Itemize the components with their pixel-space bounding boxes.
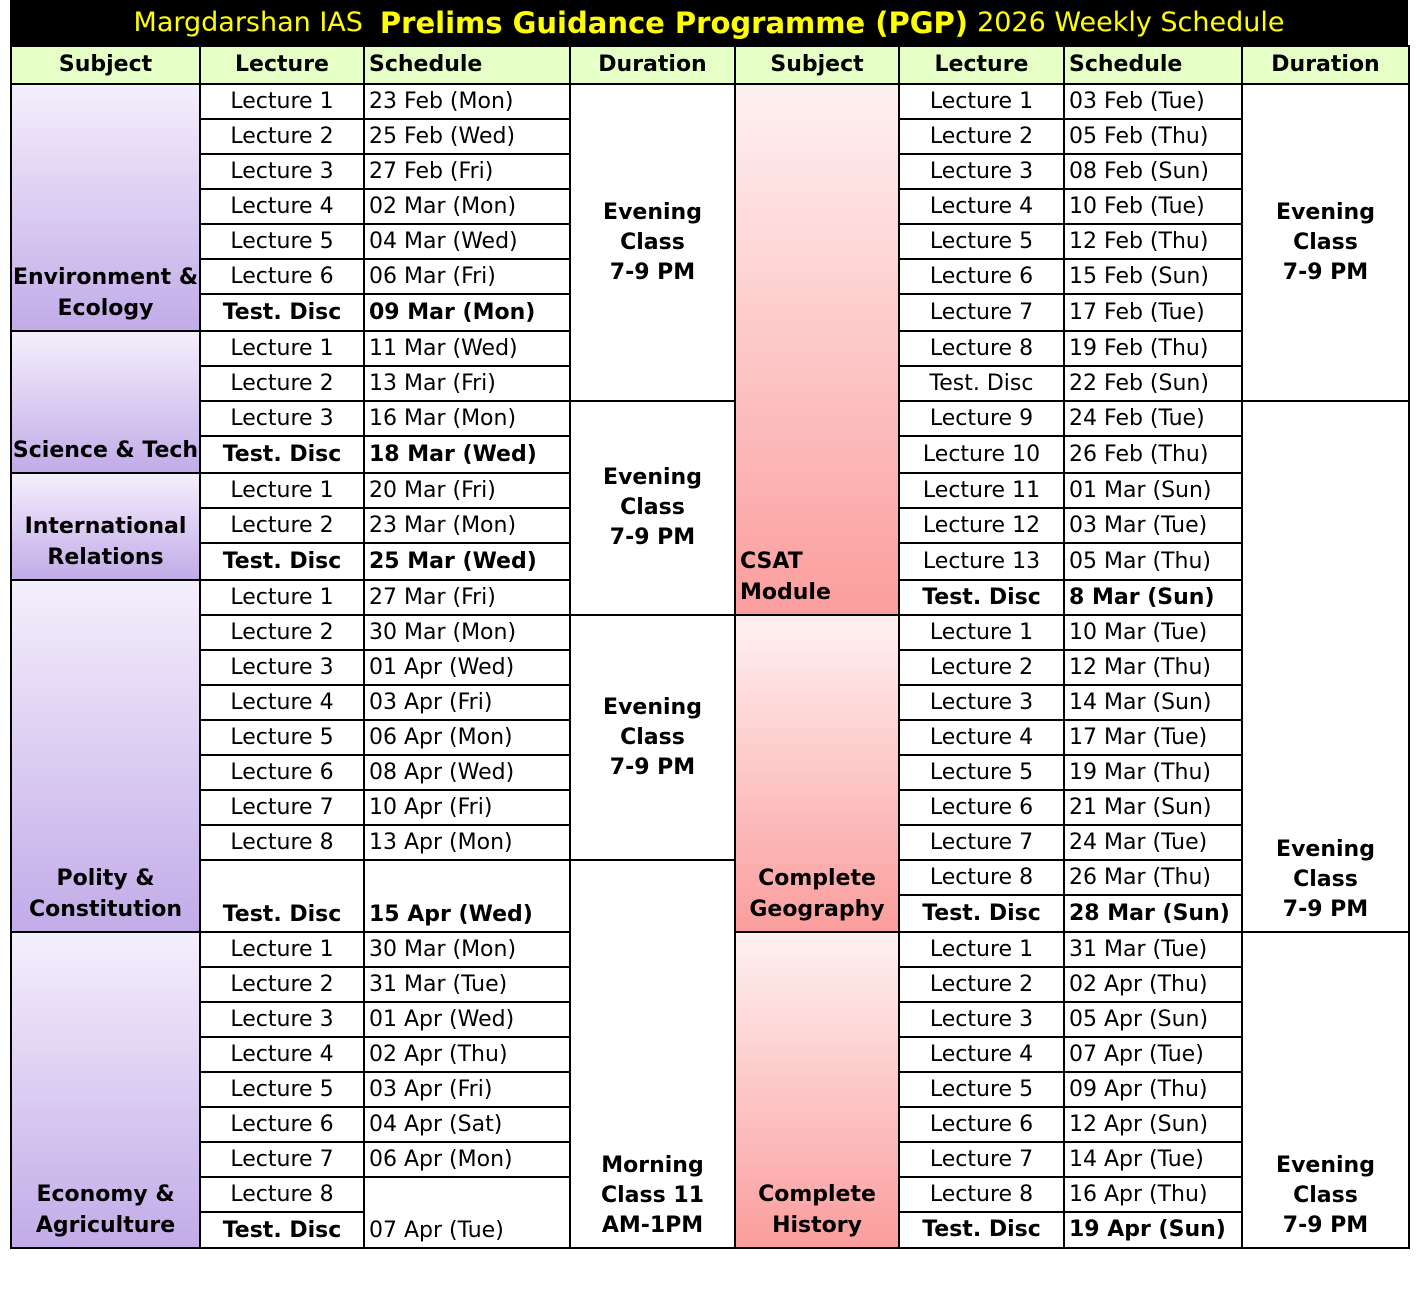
lecture-cell: Lecture 7 (899, 294, 1064, 331)
date-cell: 02 Apr (Thu) (364, 1037, 570, 1072)
lecture-cell: Lecture 1 (899, 932, 1064, 967)
lecture-cell: Test. Disc (899, 580, 1064, 615)
duration-cell (570, 84, 735, 401)
duration-line: 7-9 PM (609, 754, 696, 780)
lecture-cell: Lecture 9 (899, 401, 1064, 436)
lecture-cell: Lecture 6 (200, 755, 364, 790)
lecture-cell: Test. Disc (200, 1212, 364, 1248)
lecture-cell: Lecture 2 (899, 650, 1064, 685)
date-cell: 11 Mar (Wed) (364, 331, 570, 366)
lecture-cell: Lecture 8 (899, 331, 1064, 366)
lecture-cell: Lecture 1 (200, 473, 364, 508)
date-cell: 21 Mar (Sun) (1064, 790, 1242, 825)
lecture-cell: Test. Disc (200, 543, 364, 580)
date-cell: 19 Mar (Thu) (1064, 755, 1242, 790)
date-cell: 22 Feb (Sun) (1064, 366, 1242, 401)
lecture-cell: Lecture 5 (899, 755, 1064, 790)
lecture-cell: Test. Disc (899, 895, 1064, 932)
schedule-label: 2026 Weekly Schedule (977, 7, 1285, 38)
duration-line: Class (620, 724, 685, 750)
subject-cell-science: Science & Tech (11, 331, 200, 473)
lecture-cell: Lecture 2 (200, 508, 364, 543)
lecture-cell: Lecture 1 (899, 84, 1064, 119)
duration-line: 7-9 PM (1282, 897, 1369, 922)
date-cell: 03 Feb (Tue) (1064, 84, 1242, 119)
date-cell: 12 Apr (Sun) (1064, 1107, 1242, 1142)
institute-name: Margdarshan IAS (133, 7, 363, 38)
date-cell: 24 Feb (Tue) (1064, 401, 1242, 436)
date-cell: 08 Apr (Wed) (364, 755, 570, 790)
duration-line: Class (1293, 229, 1358, 255)
lecture-cell: Lecture 2 (899, 119, 1064, 154)
lecture-cell: Lecture 6 (899, 259, 1064, 294)
date-cell: 19 Feb (Thu) (1064, 331, 1242, 366)
lecture-cell: Lecture 4 (899, 189, 1064, 224)
header-lecture-left: Lecture (200, 46, 364, 84)
date-cell: 26 Mar (Thu) (1064, 860, 1242, 895)
page-title (10, 0, 1408, 45)
header-lecture-right: Lecture (899, 46, 1064, 84)
date-cell: 02 Apr (Thu) (1064, 967, 1242, 1002)
date-cell: 09 Apr (Thu) (1064, 1072, 1242, 1107)
lecture-cell: Lecture 3 (200, 1002, 364, 1037)
duration-line: Class (620, 229, 685, 255)
date-cell: 26 Feb (Thu) (1064, 436, 1242, 473)
date-cell: 04 Mar (Wed) (364, 224, 570, 259)
lecture-cell: Test. Disc (899, 366, 1064, 401)
duration-line: Evening (603, 694, 702, 720)
duration-line: Evening (603, 465, 702, 490)
lecture-cell: Lecture 4 (200, 685, 364, 720)
lecture-cell: Lecture 6 (899, 790, 1064, 825)
lecture-cell: Lecture 2 (200, 615, 364, 650)
header-subject-right: Subject (735, 46, 899, 84)
schedule-table (10, 45, 1410, 1249)
lecture-cell: Lecture 3 (200, 650, 364, 685)
duration-line: 7-9 PM (609, 259, 696, 285)
date-cell: 31 Mar (Tue) (364, 967, 570, 1002)
lecture-cell: Lecture 7 (899, 825, 1064, 860)
lecture-cell: Lecture 8 (200, 825, 364, 860)
lecture-cell: Lecture 1 (200, 580, 364, 615)
date-cell: 31 Mar (Tue) (1064, 932, 1242, 967)
duration-line: Evening (1276, 1153, 1375, 1178)
lecture-cell: Lecture 3 (200, 401, 364, 436)
duration-cell (1242, 84, 1409, 401)
header-duration-left: Duration (570, 46, 735, 84)
duration-cell (1242, 401, 1409, 932)
lecture-cell: Lecture 3 (899, 1002, 1064, 1037)
lecture-cell: Test. Disc (200, 436, 364, 473)
date-cell: 08 Feb (Sun) (1064, 154, 1242, 189)
date-cell: 12 Mar (Thu) (1064, 650, 1242, 685)
lecture-cell: Lecture 3 (200, 154, 364, 189)
subject-cell-environment: Environment & Ecology (11, 84, 200, 331)
date-cell: 16 Mar (Mon) (364, 401, 570, 436)
date-cell: 10 Mar (Tue) (1064, 615, 1242, 650)
date-cell: 10 Apr (Fri) (364, 790, 570, 825)
date-cell: 05 Mar (Thu) (1064, 543, 1242, 580)
lecture-cell: Lecture 4 (899, 720, 1064, 755)
date-cell: 14 Mar (Sun) (1064, 685, 1242, 720)
date-cell: 23 Feb (Mon) (364, 84, 570, 119)
duration-line: Class (620, 495, 685, 520)
date-cell: 13 Apr (Mon) (364, 825, 570, 860)
date-cell: 03 Apr (Fri) (364, 1072, 570, 1107)
date-cell: 25 Feb (Wed) (364, 119, 570, 154)
lecture-cell: Lecture 11 (899, 473, 1064, 508)
lecture-cell: Lecture 10 (899, 436, 1064, 473)
duration-line: Evening (1276, 837, 1375, 862)
date-cell: 07 Apr (Tue) (364, 1177, 570, 1248)
date-cell: 06 Apr (Mon) (364, 1142, 570, 1177)
date-cell: 27 Feb (Fri) (364, 154, 570, 189)
duration-line: 7-9 PM (1282, 259, 1369, 285)
lecture-cell: Lecture 1 (200, 932, 364, 967)
date-cell: 06 Apr (Mon) (364, 720, 570, 755)
date-cell: 15 Apr (Wed) (364, 860, 570, 932)
lecture-cell: Lecture 5 (200, 224, 364, 259)
date-cell: 19 Apr (Sun) (1064, 1212, 1242, 1248)
date-cell: 28 Mar (Sun) (1064, 895, 1242, 932)
lecture-cell: Lecture 4 (200, 189, 364, 224)
date-cell: 01 Mar (Sun) (1064, 473, 1242, 508)
date-cell: 8 Mar (Sun) (1064, 580, 1242, 615)
date-cell: 02 Mar (Mon) (364, 189, 570, 224)
date-cell: 17 Mar (Tue) (1064, 720, 1242, 755)
date-cell: 12 Feb (Thu) (1064, 224, 1242, 259)
lecture-cell: Lecture 5 (899, 224, 1064, 259)
lecture-cell: Test. Disc (200, 860, 364, 932)
date-cell: 03 Apr (Fri) (364, 685, 570, 720)
lecture-cell: Lecture 4 (200, 1037, 364, 1072)
table-row (11, 401, 1409, 436)
subject-cell-polity: Polity & Constitution (11, 580, 200, 932)
date-cell: 14 Apr (Tue) (1064, 1142, 1242, 1177)
header-schedule-left: Schedule (364, 46, 570, 84)
duration-line: Evening (603, 199, 702, 225)
lecture-cell: Lecture 2 (200, 967, 364, 1002)
date-cell: 30 Mar (Mon) (364, 615, 570, 650)
duration-line: AM-1PM (601, 1213, 704, 1238)
lecture-cell: Lecture 7 (200, 790, 364, 825)
lecture-cell: Test. Disc (200, 294, 364, 331)
date-cell: 18 Mar (Wed) (364, 436, 570, 473)
date-cell: 01 Apr (Wed) (364, 1002, 570, 1037)
duration-line: Class (1293, 867, 1358, 892)
lecture-cell: Lecture 13 (899, 543, 1064, 580)
date-cell: 03 Mar (Tue) (1064, 508, 1242, 543)
date-cell: 20 Mar (Fri) (364, 473, 570, 508)
lecture-cell: Lecture 7 (899, 1142, 1064, 1177)
lecture-cell: Lecture 6 (200, 1107, 364, 1142)
date-cell: 05 Feb (Thu) (1064, 119, 1242, 154)
lecture-cell: Lecture 2 (200, 366, 364, 401)
duration-cell (570, 860, 735, 1248)
date-cell: 24 Mar (Tue) (1064, 825, 1242, 860)
duration-line: 7-9 PM (609, 525, 696, 550)
date-cell: 05 Apr (Sun) (1064, 1002, 1242, 1037)
date-cell: 30 Mar (Mon) (364, 932, 570, 967)
lecture-cell: Lecture 2 (200, 119, 364, 154)
date-cell: 17 Feb (Tue) (1064, 294, 1242, 331)
lecture-cell: Lecture 8 (899, 860, 1064, 895)
duration-line: Class 11 (601, 1183, 704, 1208)
subject-cell-history: Complete History (735, 932, 899, 1248)
lecture-cell: Lecture 1 (200, 84, 364, 119)
duration-line: 7-9 PM (1282, 1213, 1369, 1238)
lecture-cell: Lecture 8 (899, 1177, 1064, 1212)
lecture-cell: Test. Disc (899, 1212, 1064, 1248)
lecture-cell: Lecture 12 (899, 508, 1064, 543)
date-cell: 25 Mar (Wed) (364, 543, 570, 580)
date-cell: 15 Feb (Sun) (1064, 259, 1242, 294)
date-cell: 01 Apr (Wed) (364, 650, 570, 685)
subject-cell-economy: Economy & Agriculture (11, 932, 200, 1248)
schedule-body (11, 84, 1409, 1248)
lecture-cell: Lecture 1 (899, 615, 1064, 650)
header-row (11, 46, 1409, 84)
subject-cell-ir: International Relations (11, 473, 200, 580)
table-row (11, 84, 1409, 119)
lecture-cell: Lecture 5 (899, 1072, 1064, 1107)
lecture-cell: Lecture 2 (899, 967, 1064, 1002)
duration-cell (570, 401, 735, 615)
header-subject-left: Subject (11, 46, 200, 84)
date-cell: 16 Apr (Thu) (1064, 1177, 1242, 1212)
subject-cell-geography: Complete Geography (735, 615, 899, 932)
date-cell: 04 Apr (Sat) (364, 1107, 570, 1142)
programme-name: Prelims Guidance Programme (PGP) (379, 5, 969, 40)
duration-line: Class (1293, 1183, 1358, 1208)
lecture-cell: Lecture 3 (899, 685, 1064, 720)
duration-line: Morning (601, 1153, 704, 1178)
lecture-cell: Lecture 6 (899, 1107, 1064, 1142)
duration-cell (570, 615, 735, 860)
date-cell: 23 Mar (Mon) (364, 508, 570, 543)
duration-line: Evening (1276, 199, 1375, 225)
lecture-cell: Lecture 8 (200, 1177, 364, 1212)
date-cell: 09 Mar (Mon) (364, 294, 570, 331)
date-cell: 27 Mar (Fri) (364, 580, 570, 615)
date-cell: 06 Mar (Fri) (364, 259, 570, 294)
date-cell: 13 Mar (Fri) (364, 366, 570, 401)
table-row (11, 615, 1409, 650)
lecture-cell: Lecture 1 (200, 331, 364, 366)
header-schedule-right: Schedule (1064, 46, 1242, 84)
table-row (11, 860, 1409, 895)
lecture-cell: Lecture 5 (200, 720, 364, 755)
date-cell: 10 Feb (Tue) (1064, 189, 1242, 224)
header-duration-right: Duration (1242, 46, 1409, 84)
lecture-cell: Lecture 5 (200, 1072, 364, 1107)
lecture-cell: Lecture 7 (200, 1142, 364, 1177)
subject-cell-csat: CSAT Module (735, 84, 899, 615)
duration-cell (1242, 932, 1409, 1248)
lecture-cell: Lecture 3 (899, 154, 1064, 189)
lecture-cell: Lecture 6 (200, 259, 364, 294)
date-cell: 07 Apr (Tue) (1064, 1037, 1242, 1072)
lecture-cell: Lecture 4 (899, 1037, 1064, 1072)
